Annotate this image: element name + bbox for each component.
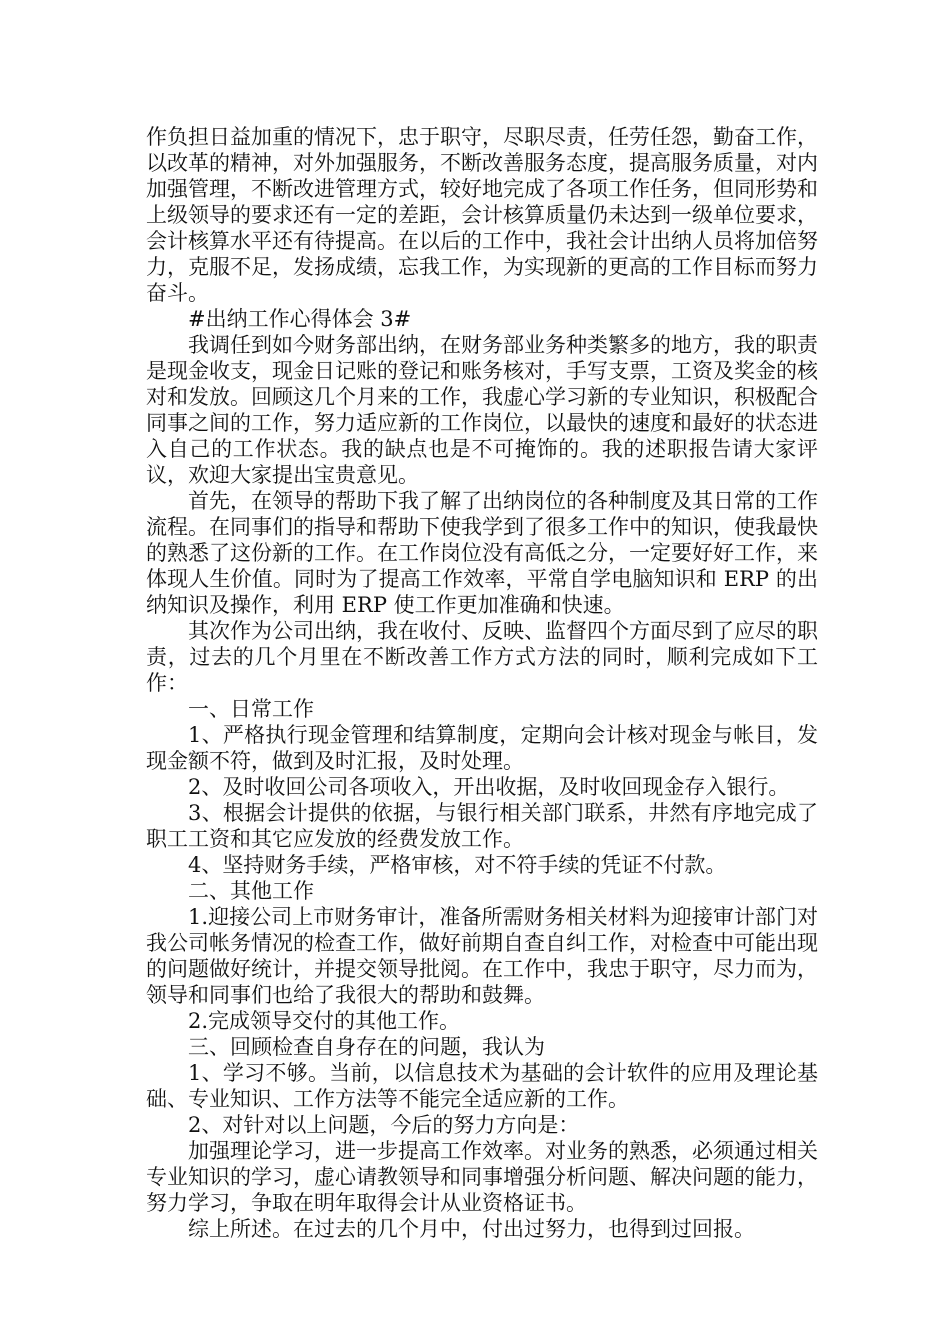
- paragraph-summary: 综上所述。在过去的几个月中，付出过努力，也得到过回报。: [188, 1217, 755, 1241]
- paragraph-role-overview: 我调任到如今财务部出纳，在财务部业务种类繁多的地方，我的职责是现金收支，现金日记账的登记和账务核对，手写支票，工资及奖金的核对和发放。回顾这几个月来的工作，我虚心学习新的专业知识，积极配合同事之间的工作，努力适应新的工作岗位，以最快的速度和最好的状态进入自己的工作状态。我的缺点也是不可掩饰的。我的述职报告请大家评议，欢迎大家提出宝贵意见。: [146, 333, 818, 487]
- list-item-daily-1: 1、严格执行现金管理和结算制度，定期向会计核对现金与帐目，发现金额不符，做到及时汇报，及时处理。: [146, 723, 818, 773]
- subheading-review: 三、回顾检查自身存在的问题，我认为: [188, 1035, 545, 1059]
- document-body: [146, 124, 818, 1242]
- paragraph-intro-continuation: 作负担日益加重的情况下，忠于职守，尽职尽责，任劳任怨，勤奋工作，以改革的精神，对外加强服务，不断改善服务态度，提高服务质量，对内加强管理，不断改进管理方式，较好地完成了各项工作任务，但同形势和上级领导的要求还有一定的差距，会计核算质量仍未达到一级单位要求，会计核算水平还有待提高。在以后的工作中，我社会计出纳人员将加倍努力，克服不足，发扬成绩，忘我工作，为实现新的更高的工作目标而努力奋斗。: [146, 125, 818, 305]
- subheading-other-work: 二、其他工作: [188, 879, 314, 903]
- list-item-review-2: 2、对针对以上问题，今后的努力方向是：: [188, 1113, 580, 1137]
- paragraph-first: 首先，在领导的帮助下我了解了出纳岗位的各种制度及其日常的工作流程。在同事们的指导和帮助下使我学到了很多工作中的知识，使我最快的熟悉了这份新的工作。在工作岗位没有高低之分，一定要好好工作，来体现人生价值。同时为了提高工作效率，平常自学电脑知识和 ERP 的出纳知识及操作，利用 ERP 使工作更加准确和快速。: [146, 489, 818, 617]
- list-item-other-2: 2.完成领导交付的其他工作。: [188, 1009, 461, 1033]
- list-item-daily-2: 2、及时收回公司各项收入，开出收据，及时收回现金存入银行。: [188, 775, 790, 799]
- list-item-other-1: 1.迎接公司上市财务审计，准备所需财务相关材料为迎接审计部门对我公司帐务情况的检查工作，做好前期自查自纠工作，对检查中可能出现的问题做好统计，并提交领导批阅。在工作中，我忠于职守，尽力而为，领导和同事们也给了我很大的帮助和鼓舞。: [146, 905, 818, 1007]
- section-heading-3: #出纳工作心得体会 3#: [188, 307, 412, 331]
- list-item-daily-3: 3、根据会计提供的依据，与银行相关部门联系，井然有序地完成了职工工资和其它应发放的经费发放工作。: [146, 801, 818, 851]
- subheading-daily-work: 一、日常工作: [188, 697, 314, 721]
- paragraph-second: 其次作为公司出纳，我在收付、反映、监督四个方面尽到了应尽的职责，过去的几个月里在不断改善工作方式方法的同时，顺利完成如下工作：: [146, 619, 818, 695]
- list-item-review-1: 1、学习不够。当前，以信息技术为基础的会计软件的应用及理论基础、专业知识、工作方法等不能完全适应新的工作。: [146, 1061, 818, 1111]
- paragraph-improvement: 加强理论学习，进一步提高工作效率。对业务的熟悉，必须通过相关专业知识的学习，虚心请教领导和同事增强分析问题、解决问题的能力，努力学习，争取在明年取得会计从业资格证书。: [146, 1139, 818, 1215]
- list-item-daily-4: 4、坚持财务手续，严格审核，对不符手续的凭证不付款。: [188, 853, 727, 877]
